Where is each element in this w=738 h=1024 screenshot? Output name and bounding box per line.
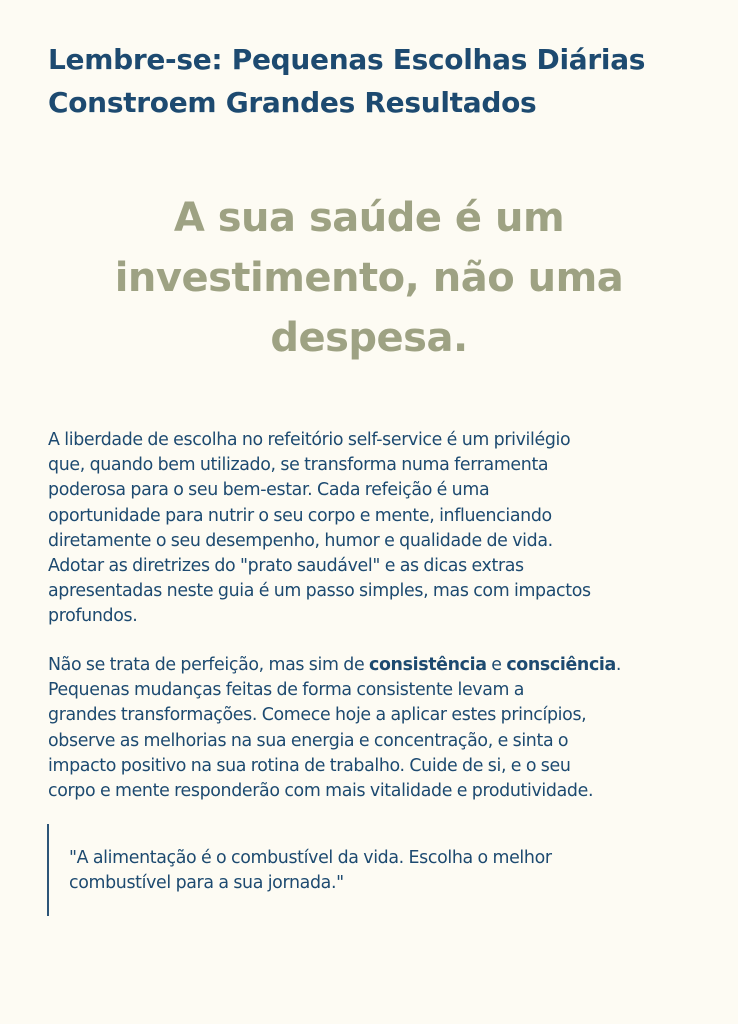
quote-line-2: combustível para a sua jornada." — [69, 873, 344, 894]
closing-blockquote — [47, 824, 667, 916]
paragraph-line: diretamente o seu desempenho, humor e qualidade de vida. — [48, 530, 553, 551]
paragraph-line: apresentadas neste guia é um passo simples, mas com impactos — [48, 581, 591, 602]
highlight-statement — [60, 188, 678, 368]
blockquote-text — [69, 846, 669, 896]
paragraph-freedom-of-choice — [48, 428, 708, 630]
paragraph-line: grandes transformações. Comece hoje a aplicar estes princípios, — [48, 705, 587, 726]
highlight-line-1: A sua saúde é um — [173, 195, 565, 241]
highlight-line-2: investimento, não uma — [114, 255, 624, 301]
paragraph-line: profundos. — [48, 606, 138, 627]
heading-line-1: Lembre-se: Pequenas Escolhas Diárias — [48, 43, 646, 76]
paragraph-text: e — [486, 655, 507, 675]
paragraph-line: poderosa para o seu bem-estar. Cada refeição é uma — [48, 480, 490, 501]
paragraph-line: A liberdade de escolha no refeitório self-service é um privilégio — [48, 430, 571, 450]
paragraph-line: que, quando bem utilizado, se transforma numa ferramenta — [48, 455, 549, 476]
page-heading — [48, 38, 698, 124]
paragraph-line: observe as melhorias na sua energia e concentração, e sinta o — [48, 730, 569, 751]
emphasis-consistencia: consistência — [369, 655, 487, 675]
paragraph-line: Adotar as diretrizes do "prato saudável" e as dicas extras — [48, 556, 524, 577]
quote-line-1: "A alimentação é o combustível da vida. Escolha o melhor — [69, 848, 552, 868]
emphasis-consciencia: consciência — [506, 655, 616, 675]
paragraph-line: impacto positivo na sua rotina de trabalho. Cuide de si, e o seu — [48, 755, 571, 776]
heading-line-2: Constroem Grandes Resultados — [48, 86, 537, 119]
paragraph-line: corpo e mente responderão com mais vitalidade e produtividade. — [48, 781, 594, 802]
paragraph-text: . — [615, 655, 622, 675]
paragraph-text: Não se trata de perfeição, mas sim de — [48, 655, 369, 675]
paragraph-line: oportunidade para nutrir o seu corpo e mente, influenciando — [48, 505, 552, 526]
paragraph-consistency — [48, 653, 708, 804]
paragraph-line: Pequenas mudanças feitas de forma consistente levam a — [48, 680, 525, 701]
highlight-line-3: despesa. — [270, 315, 468, 361]
